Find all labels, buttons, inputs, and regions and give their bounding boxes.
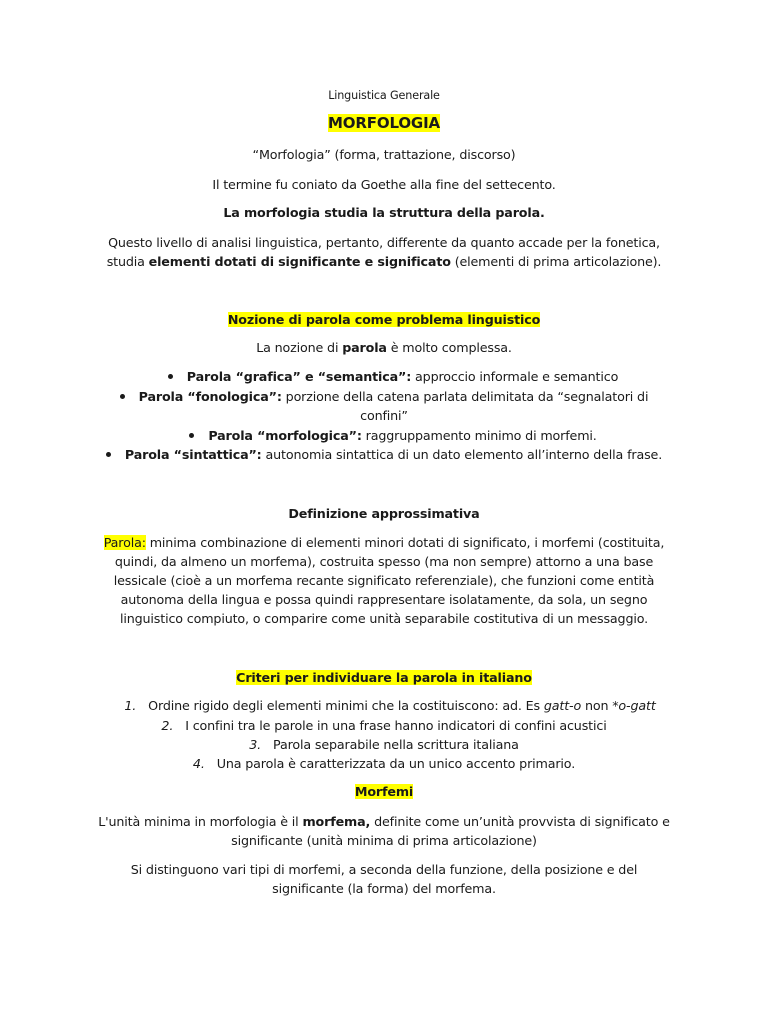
text-run: approccio informale e semantico — [411, 369, 619, 384]
intro-line-1 — [0, 145, 768, 164]
text-run: linguistico compiuto, o comparire come unità separabile costitutiva di un messaggio. — [119, 611, 649, 626]
bullet-icon — [168, 374, 173, 379]
criteria-item — [0, 754, 768, 773]
section-lead — [0, 338, 768, 357]
text-run: raggruppamento minimo di morfemi. — [361, 428, 597, 443]
text-run: gatt-o — [543, 698, 582, 713]
text-run: I confini tra le parole in una frase hanno indicatori di confini acustici — [185, 718, 607, 733]
text-run: confini” — [360, 408, 408, 423]
bullet-icon — [120, 394, 125, 399]
intro-text: “Morfologia” (forma, trattazione, discorso) — [252, 147, 516, 162]
analysis-text: Questo livello di analisi linguistica, pertanto, differente da quanto accade per la fonetica, — [108, 235, 660, 250]
text-run: è molto complessa. — [386, 340, 512, 355]
text-run: Si distinguono vari tipi di morfemi, a seconda della funzione, della posizione e del — [130, 862, 638, 877]
text-run: quindi, da almeno un morfema), costruita spesso (ma non sempre) attorno a una base — [114, 554, 654, 569]
morphemes-paragraph-2-line — [0, 860, 768, 879]
analysis-line-2 — [0, 252, 768, 271]
text-run: Ordine rigido degli elementi minimi che la costituiscono: ad. Es — [148, 698, 544, 713]
text-run: elementi dotati di significante e significato — [148, 254, 451, 269]
criteria-heading-text: Criteri per individuare la parola in italiano — [236, 670, 532, 685]
text-run: significante (unità minima di prima articolazione) — [231, 833, 537, 848]
definition-line — [0, 552, 768, 571]
intro-text: Il termine fu coniato da Goethe alla fine del settecento. — [212, 177, 556, 192]
list-number: 2. — [161, 718, 174, 733]
bullet-item — [0, 367, 768, 386]
text-run: o-gatt — [618, 698, 656, 713]
text-run: Parola “morfologica”: — [208, 428, 362, 443]
text-run: Una parola è caratterizzata da un unico accento primario. — [216, 756, 576, 771]
text-run: autonoma della lingua e possa quindi rappresentare isolatamente, da sola, un segno — [120, 592, 648, 607]
intro-text: La morfologia studia la struttura della parola. — [223, 205, 545, 220]
morphemes-paragraph-1-line — [0, 812, 768, 831]
text-run: significante (la forma) del morfema. — [272, 881, 496, 896]
text-run: lessicale (cioè a un morfema recante significato referenziale), che funzioni come entità — [113, 573, 655, 588]
text-run: Parola “grafica” e “semantica”: — [186, 369, 412, 384]
text-run: (elementi di prima articolazione). — [450, 254, 662, 269]
text-run: morfema, — [302, 814, 371, 829]
section-heading-parola — [0, 310, 768, 329]
criteria-item — [0, 735, 768, 754]
bullet-item-continuation — [0, 406, 768, 425]
analysis-line-1 — [0, 233, 768, 252]
text-run: autonomia sintattica di un dato elemento all’interno della frase. — [261, 447, 663, 462]
bullet-item — [0, 445, 768, 464]
morphemes-paragraph-1-line — [0, 831, 768, 850]
morphemes-paragraph-2-line — [0, 879, 768, 898]
bullet-icon — [106, 452, 111, 457]
definition-line — [0, 590, 768, 609]
criteria-heading — [0, 668, 768, 687]
list-number: 3. — [249, 737, 262, 752]
bullet-icon — [189, 433, 194, 438]
definition-line — [0, 533, 768, 552]
text-run: parola — [342, 340, 387, 355]
text-run: Parola “sintattica”: — [124, 447, 262, 462]
text-run: L'unità minima in morfologia è il — [98, 814, 303, 829]
list-number: 4. — [192, 756, 205, 771]
morphemes-heading-text: Morfemi — [354, 784, 414, 799]
text-run: Parola separabile nella scrittura italiana — [273, 737, 519, 752]
page-title — [0, 114, 768, 133]
list-number: 1. — [124, 698, 137, 713]
definition-heading — [0, 504, 768, 523]
definition-line — [0, 571, 768, 590]
title-text: MORFOLOGIA — [327, 114, 440, 132]
header-text: Linguistica Generale — [328, 89, 440, 102]
text-run: definite come un’unità provvista di significato e — [370, 814, 670, 829]
text-run: La nozione di — [256, 340, 343, 355]
criteria-item — [0, 716, 768, 735]
intro-line-2 — [0, 175, 768, 194]
section-heading-text: Nozione di parola come problema linguistico — [227, 312, 541, 327]
text-run: studia — [106, 254, 149, 269]
text-run: minima combinazione di elementi minori dotati di significato, i morfemi (costituita, — [145, 535, 665, 550]
text-run: non * — [581, 698, 619, 713]
intro-line-3 — [0, 203, 768, 222]
header-course — [0, 86, 768, 105]
text-run: Parola: — [103, 535, 146, 550]
definition-line — [0, 609, 768, 628]
definition-heading-text: Definizione approssimativa — [288, 506, 480, 521]
morphemes-heading — [0, 782, 768, 801]
bullet-item — [0, 387, 768, 406]
text-run: Parola “fonologica”: — [138, 389, 282, 404]
criteria-item — [0, 696, 768, 715]
text-run: porzione della catena parlata delimitata da “segnalatori di — [281, 389, 649, 404]
bullet-item — [0, 426, 768, 445]
